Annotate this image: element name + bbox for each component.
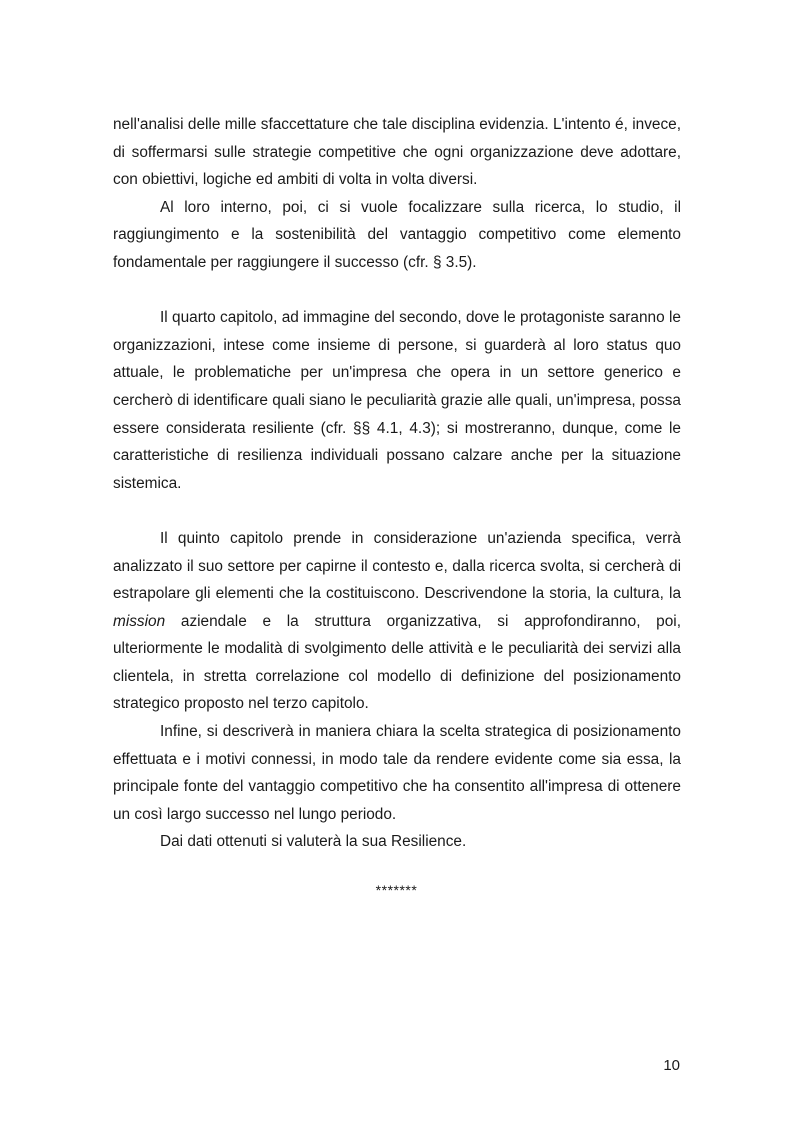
paragraph-text: Infine, si descriverà in maniera chiara la scelta strategica di posizionamento effettuata e i motivi connessi, in modo tale da rendere evidente come sia essa, la principale fonte del vantaggio competitivo che ha consentito all'impresa di ottenere un così largo successo nel lungo periodo. (113, 723, 681, 823)
document-body (113, 111, 681, 856)
paragraph-text: Al loro interno, poi, ci si vuole focalizzare sulla ricerca, lo studio, il raggiungimento e la sostenibilità del vantaggio competitivo come elemento fondamentale per raggiungere il successo (cfr. § 3.5). (113, 198, 681, 271)
page-number: 10 (663, 1057, 680, 1074)
paragraph-competitive-advantage (113, 194, 681, 277)
paragraph-text: Il quinto capitolo prende in considerazione un'azienda specifica, verrà analizzato il suo settore per capirne il contesto e, dalla ricerca svolta, si cercherà di estrapolare gli elementi che la costituiscono. Descrivendone la storia, la cultura, la (113, 529, 681, 603)
section-separator: ******* (375, 882, 418, 898)
paragraph-continuation (113, 111, 681, 194)
paragraph-strategic-choice (113, 718, 681, 828)
paragraph-text: nell'analisi delle mille sfaccettature che tale disciplina evidenzia. L'intento é, invece, di soffermarsi sulle strategie competitive che ogni organizzazione deve adottare, con obiettivi, logiche ed ambiti di volta in volta diversi. (113, 116, 681, 189)
paragraph-text-cont: aziendale e la struttura organizzativa, si approfondiranno, poi, ulteriormente le modalità di svolgimento delle attività e le peculiarità dei servizi alla clientela, in stretta correlazione col modello di definizione del posizionamento strategico proposto nel terzo capitolo. (113, 612, 681, 713)
paragraph-chapter-four (113, 304, 681, 497)
italic-term-mission: mission (113, 612, 166, 630)
paragraph-text: Il quarto capitolo, ad immagine del secondo, dove le protagoniste saranno le organizzazioni, intese come insieme di persone, si guarderà al loro status quo attuale, le problematiche per un'impresa che opera in un settore generico e cercherò di identificare quali siano le peculiarità grazie alle quali, un'impresa, possa essere considerata resiliente (cfr. §§ 4.1, 4.3); si mostreranno, dunque, come le caratteristiche di resilienza individuali possano calzare anche per la situazione sistemica. (113, 309, 681, 492)
paragraph-chapter-five (113, 525, 681, 718)
paragraph-text: Dai dati ottenuti si valuterà la sua Resilience. (160, 833, 467, 851)
paragraph-resilience (113, 828, 681, 856)
